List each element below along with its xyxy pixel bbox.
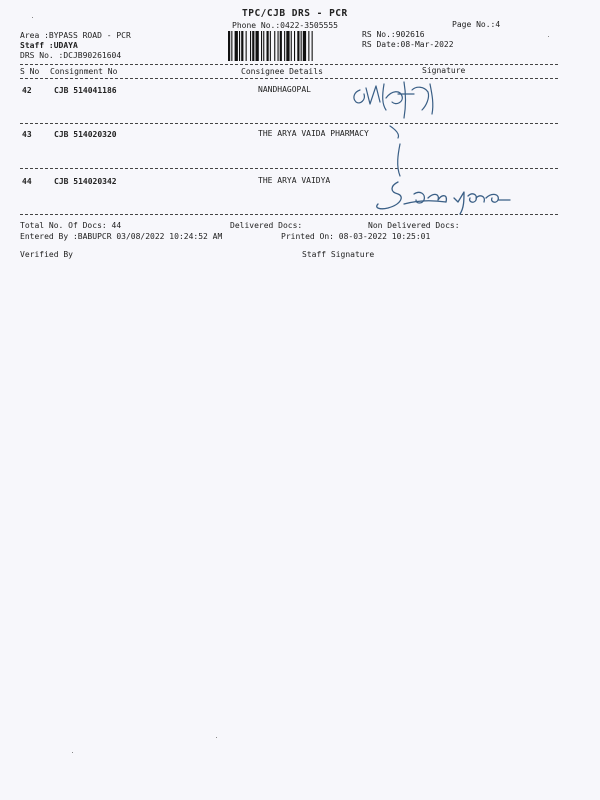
row-sno: 44 bbox=[22, 177, 32, 186]
handwritten-signature bbox=[380, 122, 420, 182]
column-header-sno: S No bbox=[20, 67, 40, 76]
row-divider bbox=[20, 168, 558, 169]
rs-date: RS Date:08-Mar-2022 bbox=[362, 40, 454, 49]
barcode-bar bbox=[228, 31, 230, 61]
barcode-bar bbox=[274, 31, 275, 61]
header-divider bbox=[20, 64, 558, 65]
barcode-bar bbox=[250, 31, 251, 61]
barcode-bar bbox=[286, 31, 289, 61]
barcode-bar bbox=[263, 31, 264, 61]
row-sno: 42 bbox=[22, 86, 32, 95]
entered-by: Entered By :BABUPCR 03/08/2022 10:24:52 AM bbox=[20, 232, 223, 241]
barcode-bar bbox=[301, 31, 302, 61]
row-consignment: CJB 514041186 bbox=[54, 86, 117, 95]
verified-by: Verified By bbox=[20, 250, 73, 259]
barcode-bar bbox=[312, 31, 313, 61]
printed-on: Printed On: 08-03-2022 10:25:01 bbox=[281, 232, 431, 241]
area-label: Area :BYPASS ROAD - PCR bbox=[20, 31, 131, 40]
barcode-bar bbox=[261, 31, 262, 61]
column-header-signature: Signature bbox=[422, 66, 466, 75]
column-header-consignment: Consignment No bbox=[50, 67, 118, 76]
page-number: Page No.:4 bbox=[452, 20, 501, 29]
non-delivered-docs: Non Delivered Docs: bbox=[368, 221, 460, 230]
barcode-bar bbox=[267, 31, 269, 61]
barcode-bar bbox=[297, 31, 299, 61]
row-consignee: THE ARYA VAIDYA bbox=[258, 176, 331, 185]
barcode-bar bbox=[280, 31, 282, 61]
row-consignment: CJB 514020342 bbox=[54, 177, 117, 186]
barcode-bar bbox=[246, 31, 247, 61]
barcode-bar bbox=[256, 31, 259, 61]
barcode-bar bbox=[291, 31, 292, 61]
barcode-bar bbox=[294, 31, 295, 61]
barcode-bar bbox=[231, 31, 232, 61]
row-consignee: THE ARYA VAIDA PHARMACY bbox=[258, 129, 369, 138]
handwritten-signature bbox=[368, 178, 528, 218]
row-divider bbox=[20, 123, 558, 124]
staff-label: Staff :UDAYA bbox=[20, 41, 78, 50]
scan-speck bbox=[548, 36, 549, 37]
drs-number: DRS No. :DCJB90261604 bbox=[20, 51, 122, 60]
barcode-bar bbox=[239, 31, 240, 61]
barcode-bar bbox=[241, 31, 243, 61]
scan-speck bbox=[72, 752, 73, 753]
scan-speck bbox=[216, 737, 217, 738]
barcode-bar bbox=[278, 31, 279, 61]
document-title: TPC/CJB DRS - PCR bbox=[242, 8, 348, 19]
handwritten-signature bbox=[346, 72, 446, 122]
row-sno: 43 bbox=[22, 130, 32, 139]
row-consignee: NANDHAGOPAL bbox=[258, 85, 311, 94]
row-consignment: CJB 514020320 bbox=[54, 130, 117, 139]
column-header-consignee: Consignee Details bbox=[241, 67, 323, 76]
barcode-bar bbox=[270, 31, 271, 61]
barcode-bar bbox=[303, 31, 306, 61]
scan-speck bbox=[32, 17, 33, 18]
barcode-bar bbox=[284, 31, 285, 61]
total-docs: Total No. Of Docs: 44 bbox=[20, 221, 122, 230]
staff-signature-label: Staff Signature bbox=[302, 250, 375, 259]
barcode-bar bbox=[308, 31, 309, 61]
rs-number: RS No.:902616 bbox=[362, 30, 425, 39]
column-header-divider bbox=[20, 78, 558, 79]
barcode-graphic bbox=[228, 31, 354, 61]
barcode-bar bbox=[235, 31, 238, 61]
delivered-docs: Delivered Docs: bbox=[230, 221, 303, 230]
barcode-bar bbox=[252, 31, 254, 61]
phone-number: Phone No.:0422-3505555 bbox=[232, 21, 338, 30]
